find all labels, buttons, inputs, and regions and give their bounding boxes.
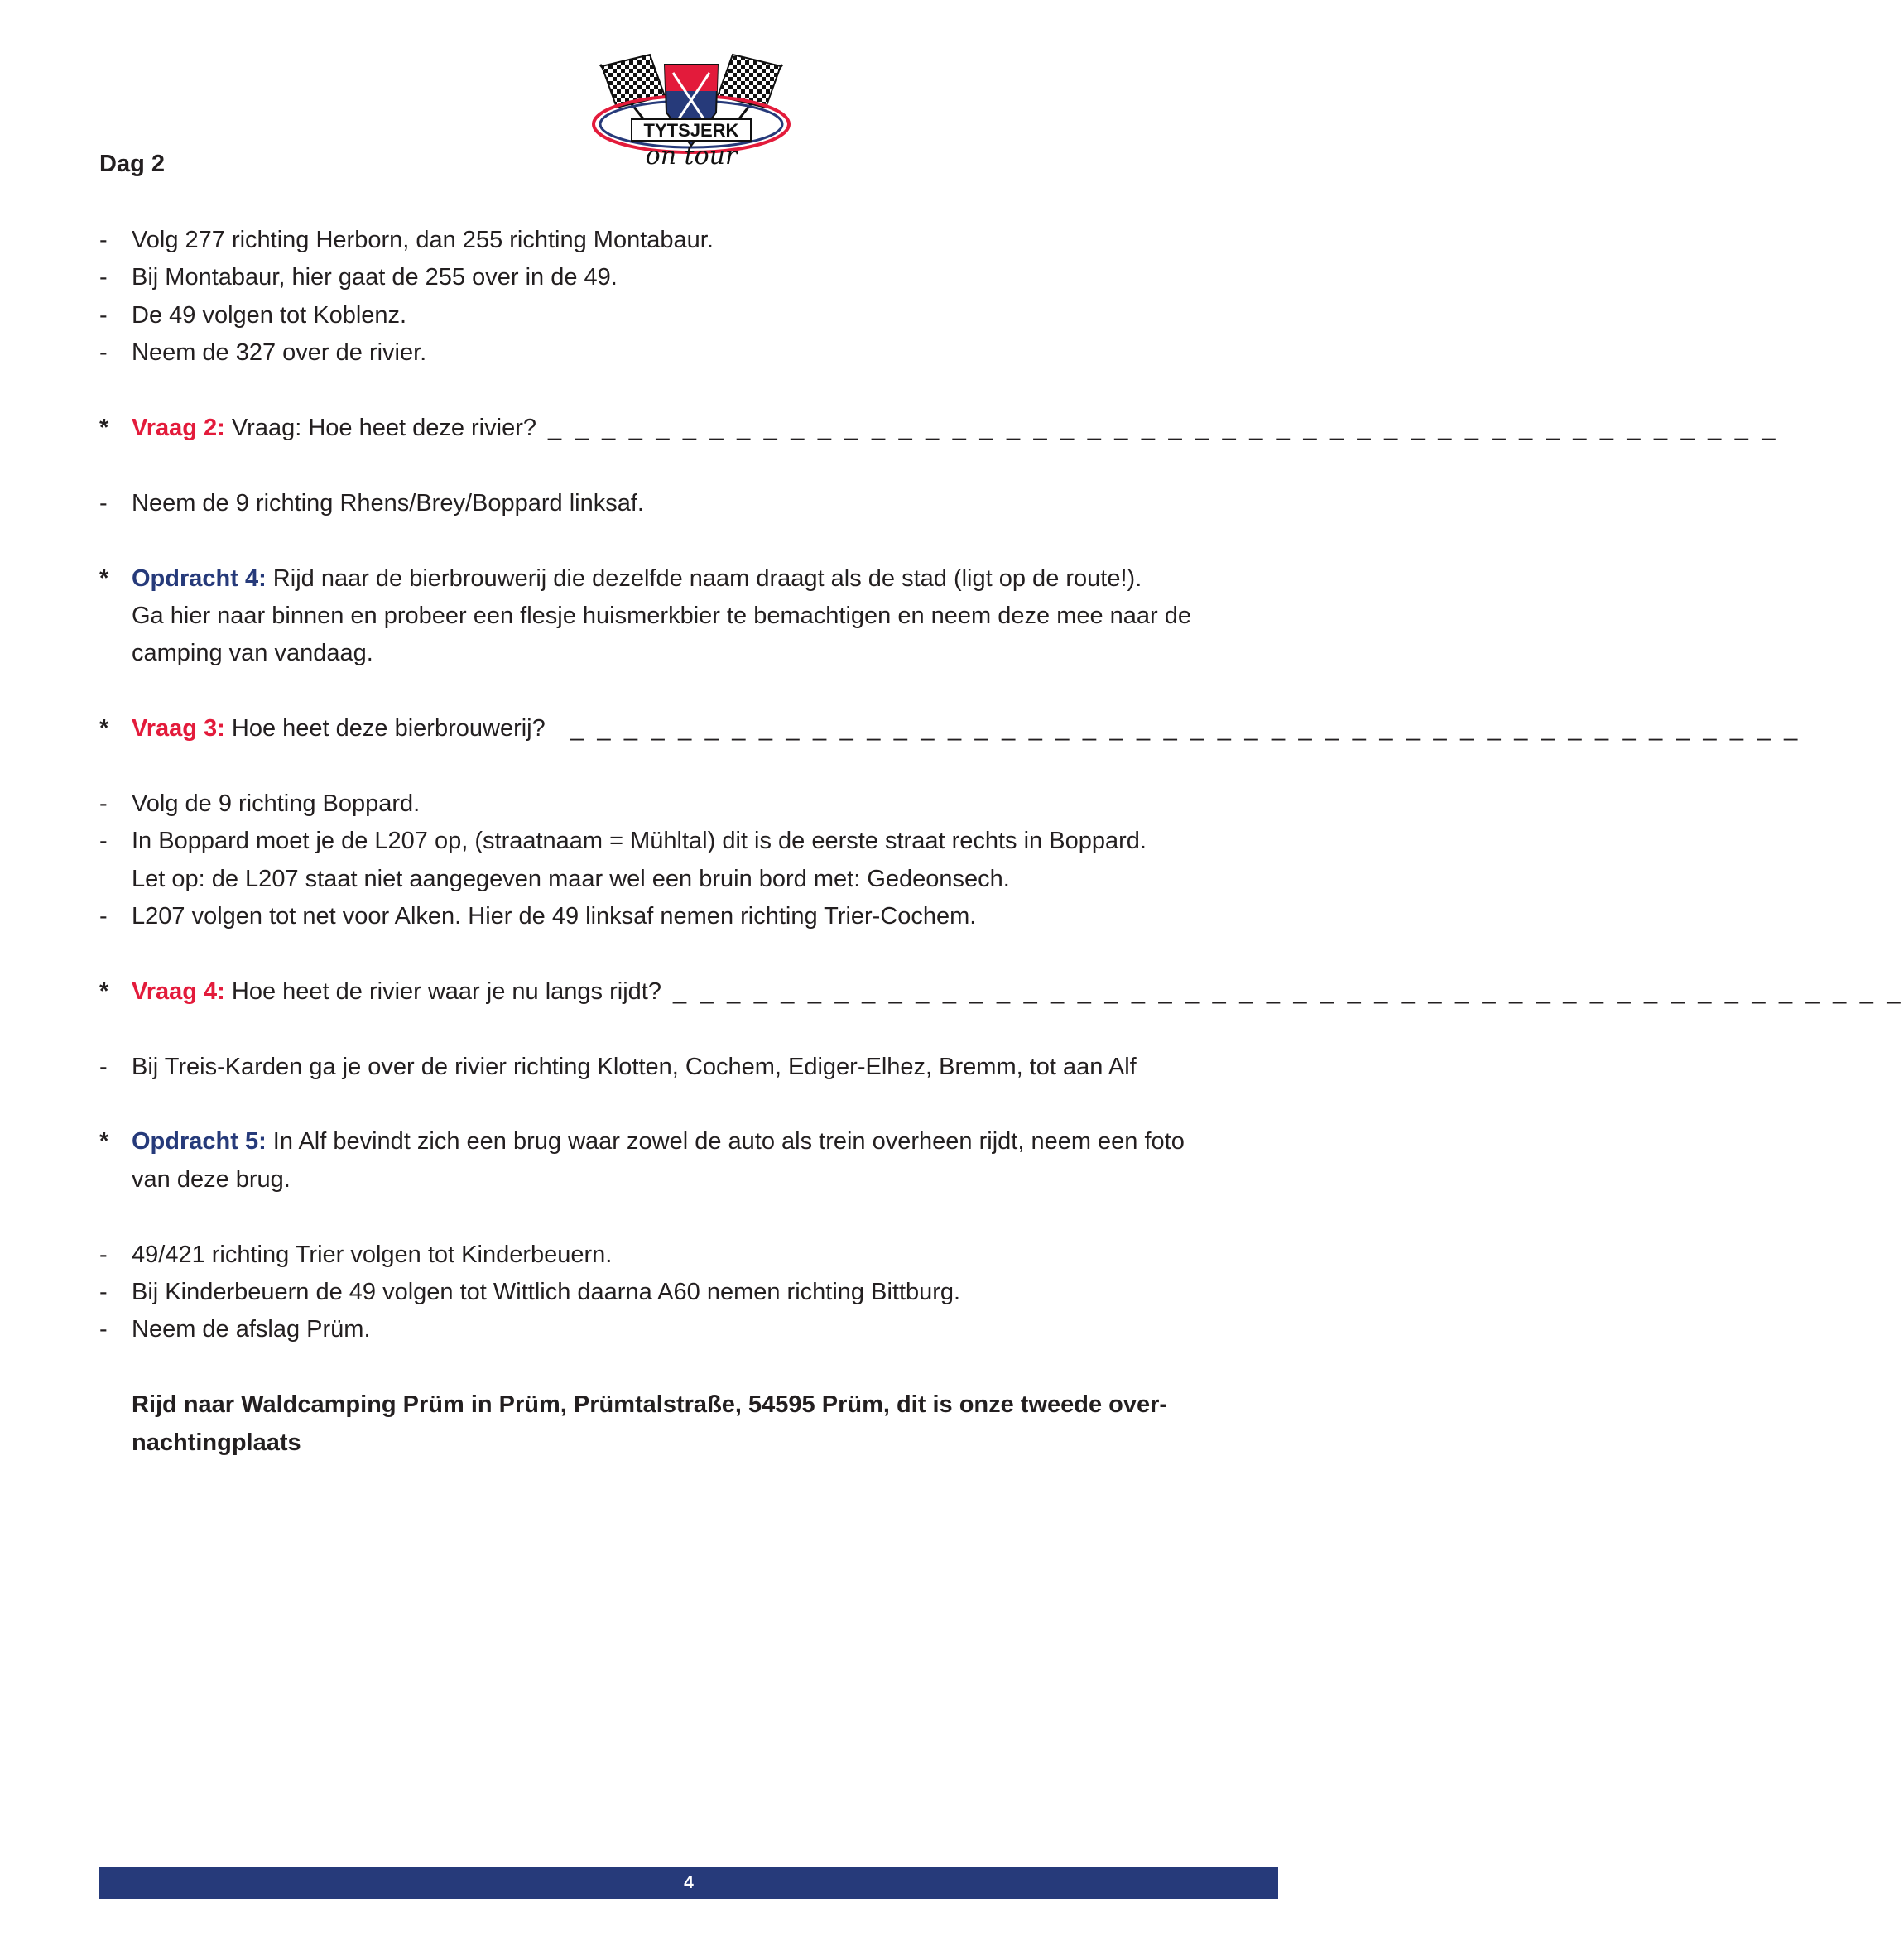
instruction-line: - Bij Treis-Karden ga je over de rivier richting Klotten, Cochem, Ediger-Elhez, Bremm, tot aan Alf	[99, 1049, 1275, 1086]
question-label: Vraag 4:	[132, 978, 225, 1005]
instruction-line: - 49/421 richting Trier volgen tot Kinderbeuern.	[99, 1237, 1275, 1274]
dash-marker: -	[99, 903, 108, 930]
assignment-label: Opdracht 5:	[132, 1128, 267, 1155]
dash-marker: -	[99, 790, 108, 817]
assignment-continuation: Ga hier naar binnen en probeer een flesje huismerkbier te bemachtigen en neem deze mee naar de	[132, 602, 1192, 629]
dash-marker: -	[99, 301, 108, 329]
star-marker: *	[99, 978, 109, 1005]
dash-marker: -	[99, 339, 108, 367]
instruction-line: - Bij Montabaur, hier gaat de 255 over in de 49.	[99, 259, 1275, 296]
day-title: Dag 2	[99, 151, 165, 177]
answer-blank: _ _ _ _ _ _ _ _ _ _ _ _ _ _ _ _ _ _ _ _ _ _ _ _ _ _ _ _ _ _ _ _ _ _ _ _ _ _ _ _ _ _ _ _ _ _	[672, 978, 1904, 1005]
star-marker: *	[99, 414, 109, 441]
assignment-5: * Opdracht 5: In Alf bevindt zich een brug waar zowel de auto als trein overheen rijdt, neem een foto	[99, 1123, 1275, 1160]
question-label: Vraag 2:	[132, 414, 225, 441]
question-label: Vraag 3:	[132, 715, 225, 742]
answer-blank: _ _ _ _ _ _ _ _ _ _ _ _ _ _ _ _ _ _ _ _ _ _ _ _ _ _ _ _ _ _ _ _ _ _ _ _ _ _ _ _ _ _ _ _ _ _	[547, 414, 1779, 441]
question-3: * Vraag 3: Hoe heet deze bierbrouwerij? _ _ _ _ _ _ _ _ _ _ _ _ _ _ _ _ _ _ _ _ _ _ _ _ _ _ _ _ _ _ _ _ _ _ _ _ _ _ _ _ _ _ _ _ _ _	[99, 710, 1275, 747]
dash-marker: -	[99, 489, 108, 516]
instruction-line: - Neem de 9 richting Rhens/Brey/Boppard linksaf.	[99, 485, 1275, 522]
instruction-line: - In Boppard moet je de L207 op, (straatnaam = Mühltal) dit is de eerste straat rechts in Boppard.	[99, 823, 1275, 860]
assignment-label: Opdracht 4:	[132, 564, 267, 592]
instruction-line: - Neem de 327 over de rivier.	[99, 334, 1275, 372]
dash-marker: -	[99, 227, 108, 253]
assignment-4: * Opdracht 4: Rijd naar de bierbrouwerij die dezelfde naam draagt als de stad (ligt op de route!).	[99, 560, 1275, 598]
instruction-line: - De 49 volgen tot Koblenz.	[99, 297, 1275, 334]
instruction-line: - L207 volgen tot net voor Alken. Hier de 49 linksaf nemen richting Trier-Cochem.	[99, 898, 1275, 935]
star-marker: *	[99, 1128, 109, 1155]
instruction-line: - Neem de afslag Prüm.	[99, 1311, 1275, 1348]
assignment-continuation: camping van vandaag.	[132, 640, 373, 667]
tytsjerk-on-tour-logo	[584, 48, 799, 189]
svg-text:TYTSJERK: TYTSJERK	[643, 120, 739, 141]
question-2: * Vraag 2: Vraag: Hoe heet deze rivier? _ _ _ _ _ _ _ _ _ _ _ _ _ _ _ _ _ _ _ _ _ _ _ _ _ _ _ _ _ _ _ _ _ _ _ _ _ _ _ _ _ _ _ _ _ _	[99, 410, 1275, 447]
assignment-continuation: van deze brug.	[132, 1165, 291, 1193]
star-marker: *	[99, 564, 109, 592]
star-marker: *	[99, 715, 109, 742]
destination-line: Rijd naar Waldcamping Prüm in Prüm, Prümtalstraße, 54595 Prüm, dit is onze tweede over-	[132, 1391, 1168, 1419]
route-instructions	[99, 222, 1904, 1462]
svg-text:on tour: on tour	[645, 142, 738, 171]
dash-marker: -	[99, 1278, 108, 1305]
page-number: 4	[684, 1873, 694, 1892]
instruction-line: - Volg de 9 richting Boppard.	[99, 785, 1275, 823]
dash-marker: -	[99, 264, 108, 291]
dash-marker: -	[99, 1053, 108, 1080]
instruction-line: - Volg 277 richting Herborn, dan 255 richting Montabaur.	[99, 222, 1275, 259]
instruction-line: - Bij Kinderbeuern de 49 volgen tot Wittlich daarna A60 nemen richting Bittburg.	[99, 1274, 1275, 1311]
instruction-continuation: Let op: de L207 staat niet aangegeven maar wel een bruin bord met: Gedeonsech.	[132, 865, 1010, 892]
dash-marker: -	[99, 1316, 108, 1343]
answer-blank: _ _ _ _ _ _ _ _ _ _ _ _ _ _ _ _ _ _ _ _ _ _ _ _ _ _ _ _ _ _ _ _ _ _ _ _ _ _ _ _ _ _ _ _ _ _	[570, 715, 1801, 742]
dash-marker: -	[99, 1241, 108, 1268]
question-4: * Vraag 4: Hoe heet de rivier waar je nu langs rijdt? _ _ _ _ _ _ _ _ _ _ _ _ _ _ _ _ _ _ _ _ _ _ _ _ _ _ _ _ _ _ _ _ _ _ _ _ _ _ _ _ _ _ _ _ _ _	[99, 973, 1275, 1011]
dash-marker: -	[99, 828, 108, 855]
destination-line: nachtingplaats	[132, 1429, 301, 1456]
footer-bar	[99, 1867, 1278, 1899]
